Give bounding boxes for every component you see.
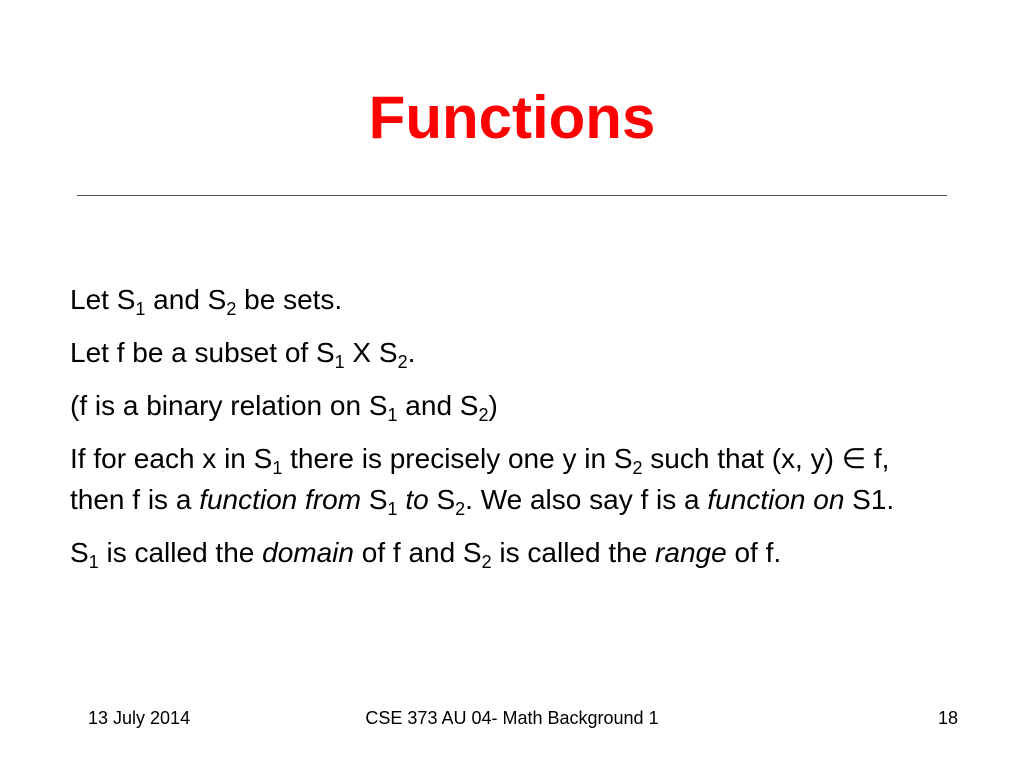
subscript: 1: [387, 405, 398, 425]
text-run: S: [428, 484, 456, 515]
term-function-on: function on: [707, 484, 845, 515]
text-run: .: [407, 337, 416, 368]
text-run: there is precisely one y in S: [282, 443, 633, 474]
paragraph-sets: [70, 279, 950, 320]
paragraph-subset: [70, 332, 950, 373]
subscript: 1: [334, 352, 345, 372]
text-run: be sets.: [236, 284, 343, 315]
text-run: and S: [145, 284, 227, 315]
text-run: If for each x in S: [70, 443, 273, 474]
text-run: . We also say f is a: [465, 484, 708, 515]
text-run: S: [70, 537, 89, 568]
term-domain: domain: [262, 537, 354, 568]
subscript: 1: [135, 299, 146, 319]
term-to: to: [405, 484, 429, 515]
subscript: 2: [226, 299, 237, 319]
subscript: 2: [478, 405, 489, 425]
subscript: 1: [88, 552, 99, 572]
subscript: 2: [481, 552, 492, 572]
text-run: and S: [397, 390, 479, 421]
text-run: Let S: [70, 284, 136, 315]
text-run: such that (x, y) ∈ f, then f is a: [70, 443, 890, 515]
term-range: range: [655, 537, 727, 568]
title-divider: [77, 195, 947, 196]
paragraph-domain-range: [70, 532, 950, 573]
subscript: 2: [632, 458, 643, 478]
subscript: 1: [272, 458, 283, 478]
text-run: is called the: [98, 537, 263, 568]
slide-number: 18: [937, 708, 958, 728]
text-run: Let f be a subset of S: [70, 337, 335, 368]
text-run: X S: [344, 337, 398, 368]
text-run: S1.: [844, 484, 895, 515]
slide-body: [70, 279, 950, 585]
slide-title: Functions: [368, 84, 656, 151]
subscript: 2: [455, 499, 466, 519]
text-run: of f.: [726, 537, 782, 568]
text-run: ): [488, 390, 498, 421]
term-function-from: function from: [199, 484, 362, 515]
paragraph-binary-relation: [70, 385, 950, 426]
subscript: 1: [387, 499, 398, 519]
text-run: is called the: [491, 537, 656, 568]
footer-course: CSE 373 AU 04- Math Background 1: [365, 708, 659, 728]
footer-date: 13 July 2014: [88, 708, 191, 728]
text-run: S: [361, 484, 388, 515]
text-run: of f and S: [353, 537, 482, 568]
subscript: 2: [397, 352, 408, 372]
text-run: (f is a binary relation on S: [70, 390, 388, 421]
paragraph-function-definition: [70, 438, 950, 520]
